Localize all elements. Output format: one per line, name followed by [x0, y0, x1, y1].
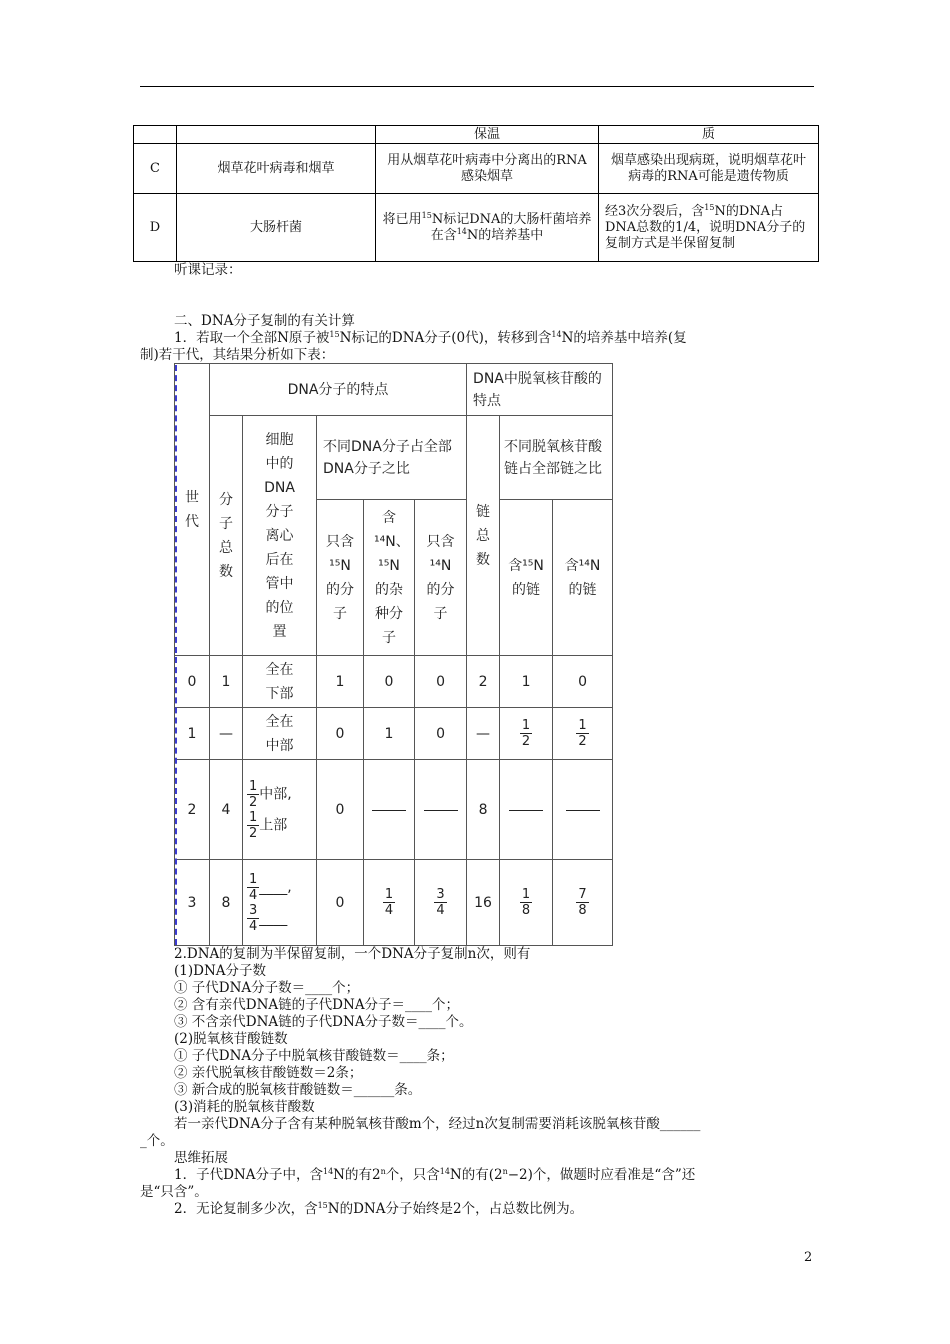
dna-replication-table [174, 363, 612, 945]
t1-header-id [134, 126, 177, 144]
question-2: 2.DNA的复制为半保留复制，一个DNA分子复制n次，则有 [174, 946, 531, 962]
question-2-2a: ① 子代DNA分子中脱氧核苷酸链数＝____条； [174, 1048, 454, 1064]
t1-header-method: 保温 [376, 126, 599, 144]
header-rule [140, 86, 814, 87]
header-only-14n: 只含¹⁴N的分子 [415, 500, 467, 656]
paragraph-1-line-1: 1．若取一个全部N原子被$^{15}$N标记的DNA分子(0代)，转移到含$^{14}$N的培养基中培养(复 [174, 330, 687, 346]
t1-row-d-method: 将已用$^{15}$N标记DNA的大肠杆菌培养在含$^{14}$N的培养基中 [376, 194, 599, 262]
question-2-part-3: (3)消耗的脱氧核苷酸数 [174, 1099, 315, 1115]
header-molecule-ratio: 不同DNA分子占全部DNA分子之比 [317, 416, 467, 500]
experiment-table [133, 125, 819, 262]
t1-header-conclusion: 质 [599, 126, 819, 144]
question-2-2b: ② 亲代脱氧核苷酸链数＝2条； [174, 1065, 363, 1081]
t1-header-subject [177, 126, 376, 144]
selection-dashed-line [175, 365, 177, 945]
question-2-3a: 若一亲代DNA分子含有某种脱氧核苷酸m个，经过n次复制需要消耗该脱氧核苷酸______ [174, 1116, 701, 1132]
t1-row-c-id: C [134, 144, 177, 194]
table-row: 1 — 全在中部 0 1 0 — $\frac{1}{2}$ $\frac{1}{2}$ [175, 708, 613, 760]
table-row: 3 8 $\frac{1}{4}$ ____, $\frac{3}{4}$ ____ 0 $\frac{1}{4}$ $\frac{3}{4}$ 16 $\frac{1}{8}$ $\frac{7}{8}$ [175, 860, 613, 946]
header-dna-features: DNA分子的特点 [210, 364, 467, 416]
header-chain-14n: 含¹⁴N的链 [553, 500, 613, 656]
header-molecule-total: 分子总数 [210, 416, 243, 656]
t1-row-d-id: D [134, 194, 177, 262]
t1-row-c-method: 用从烟草花叶病毒中分离出的RNA感染烟草 [376, 144, 599, 194]
listen-record-label: 听课记录： [174, 262, 242, 278]
expand-heading: 思维拓展 [174, 1150, 228, 1166]
expand-point-2: 2．无论复制多少次，含$^{15}$N的DNA分子始终是2个，占总数比例为。 [174, 1201, 584, 1217]
page-number: 2 [804, 1250, 813, 1265]
section-heading: 二、DNA分子复制的有关计算 [174, 313, 355, 329]
question-2-3b: _个。 [140, 1133, 174, 1149]
expand-point-1-cont: 是“只含”。 [140, 1184, 208, 1200]
header-generation: 世代 [175, 364, 210, 656]
header-position: 细胞中的DNA分子离心后在管中的位置 [243, 416, 317, 656]
t1-row-d-conclusion: 经3次分裂后，含$^{15}$N的DNA占DNA总数的1/4，说明DNA分子的复制方式是半保留复制 [599, 194, 819, 262]
question-2-part-1: (1)DNA分子数 [174, 963, 267, 979]
t1-row-c-subject: 烟草花叶病毒和烟草 [177, 144, 376, 194]
header-hybrid: 含¹⁴N、¹⁵N的杂种分子 [364, 500, 415, 656]
paragraph-1-line-2: 制)若干代，其结果分析如下表： [140, 347, 335, 363]
table-row: 2 4 $\frac{1}{2}$ 中部, $\frac{1}{2}$ 上部 0 8 [175, 760, 613, 860]
question-2-part-2: (2)脱氧核苷酸链数 [174, 1031, 288, 1047]
expand-point-1: 1．子代DNA分子中，含$^{14}$N的有2$^n$个，只含$^{14}$N的有$(2^n-2)$个，做题时应看准是“含”还 [174, 1167, 696, 1183]
header-nucleotide-features: DNA中脱氧核苷酸的特点 [467, 364, 613, 416]
t1-row-d-subject: 大肠杆菌 [177, 194, 376, 262]
header-chain-ratio: 不同脱氧核苷酸链占全部链之比 [500, 416, 613, 500]
question-2-1b: ② 含有亲代DNA链的子代DNA分子＝____个； [174, 997, 460, 1013]
question-2-1c: ③ 不含亲代DNA链的子代DNA分子数＝____个。 [174, 1014, 473, 1030]
t1-row-c-conclusion: 烟草感染出现病斑，说明烟草花叶病毒的RNA可能是遗传物质 [599, 144, 819, 194]
header-chain-total: 链总数 [467, 416, 500, 656]
question-2-2c: ③ 新合成的脱氧核苷酸链数＝______条。 [174, 1082, 422, 1098]
header-only-15n: 只含¹⁵N的分子 [317, 500, 364, 656]
table-row: 0 1 全在下部 1 0 0 2 1 0 [175, 656, 613, 708]
header-chain-15n: 含¹⁵N的链 [500, 500, 553, 656]
question-2-1a: ① 子代DNA分子数＝____个； [174, 980, 360, 996]
